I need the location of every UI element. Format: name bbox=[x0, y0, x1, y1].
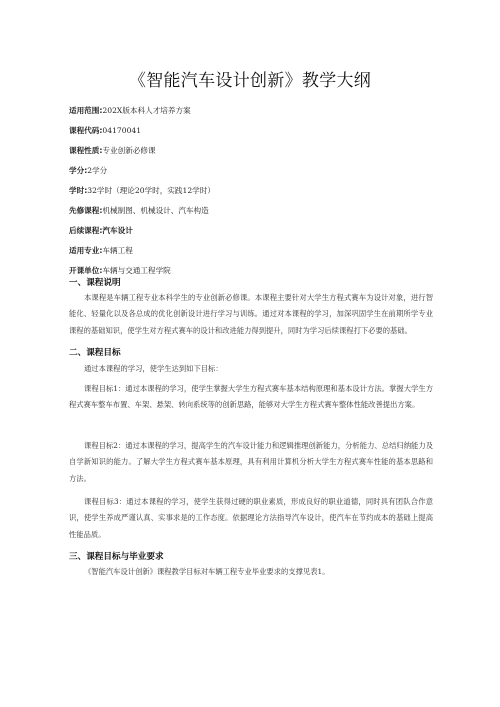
meta-prerequisites bbox=[69, 206, 439, 226]
meta-value: 车辆与交通工程学院 bbox=[102, 266, 171, 275]
meta-value: 机械制图、机械设计、汽车构造 bbox=[102, 206, 209, 215]
meta-label: 开课单位 bbox=[69, 266, 100, 275]
meta-separator: : bbox=[99, 126, 103, 135]
section-heading-description: 一、课程说明 bbox=[69, 278, 121, 288]
paragraph: 《智能汽车设计创新》课程教学目标对车辆工程专业毕业要求的支撑见表1。 bbox=[84, 567, 330, 576]
paragraph: 本课程是车辆工程专业本科学生的专业创新必修课。本课程主要针对大学生方程式赛车为设计对象，进行智能化、轻量化以及各总成的优化创新设计进行学习与训练。通过对本课程的学习，加深巩固学生在前期所学专业课程的基础知识，使学生对方程式赛车的设计和改进能力得到提升，同时为学习后续课程打下必要的基础。 bbox=[69, 293, 433, 335]
meta-label: 适用专业 bbox=[69, 246, 100, 255]
meta-value: 202X版本科人才培养方案 bbox=[102, 106, 191, 115]
meta-label: 课程性质 bbox=[69, 146, 100, 155]
paragraph: 课程目标3：通过本课程的学习，使学生获得过硬的职业素质，形成良好的职业道德，同时具有团队合作意识，使学生养成严谨认真、实事求是的工作态度。依据理论方法指导汽车设计，使汽车在节约成本的基础上提高性能品质。 bbox=[69, 497, 433, 539]
paragraph: 通过本课程的学习，使学生达到如下目标： bbox=[84, 364, 223, 373]
paragraph: 课程目标2：通过本课程的学习，提高学生的汽车设计能力和逻辑推理创新能力，分析能力、总结归纳能力及自学新知识的能力。了解大学生方程式赛车基本原理，具有利用计算机分析大学生方程式赛车性能的基本思路和方法。 bbox=[69, 441, 433, 483]
meta-value: 车辆工程 bbox=[102, 246, 133, 255]
meta-separator: : bbox=[84, 166, 88, 175]
course-meta bbox=[69, 106, 439, 286]
meta-separator: : bbox=[99, 146, 103, 155]
meta-course-code bbox=[69, 126, 439, 146]
meta-separator: : bbox=[84, 186, 88, 195]
meta-label: 先修课程 bbox=[69, 206, 100, 215]
meta-separator: : bbox=[99, 266, 103, 275]
meta-value: 汽车设计 bbox=[102, 226, 133, 235]
meta-hours bbox=[69, 186, 439, 206]
meta-major bbox=[69, 246, 439, 266]
meta-scope bbox=[69, 106, 439, 126]
meta-label: 后续课程 bbox=[69, 226, 100, 235]
paragraph: 课程目标1：通过本课程的学习，使学生掌握大学生方程式赛车基本结构原理和基本设计方法。掌握大学生方程式赛车整车布置、车架、悬架、转向系统等的创新思路，能够对大学生方程式赛车整体性能改善提出方案。 bbox=[69, 384, 433, 410]
document-title: 《智能汽车设计创新》教学大纲 bbox=[128, 71, 372, 91]
meta-label: 学分 bbox=[69, 166, 85, 175]
meta-department bbox=[69, 266, 439, 286]
meta-follow-up bbox=[69, 226, 439, 246]
meta-value: 专业创新必修课 bbox=[102, 146, 156, 155]
meta-label: 适用范围 bbox=[69, 106, 100, 115]
meta-label: 学时 bbox=[69, 186, 85, 195]
section-heading-graduation-requirements: 三、课程目标与毕业要求 bbox=[69, 552, 164, 562]
meta-label: 课程代码 bbox=[69, 126, 100, 135]
meta-separator: : bbox=[99, 246, 103, 255]
meta-separator: : bbox=[99, 106, 103, 115]
meta-value: 04170041 bbox=[102, 126, 142, 135]
meta-course-nature bbox=[69, 146, 439, 166]
meta-value: 2学分 bbox=[87, 166, 108, 175]
meta-separator: : bbox=[99, 206, 103, 215]
meta-separator: : bbox=[99, 226, 103, 235]
meta-value: 32学时（理论20学时，实践12学时） bbox=[87, 186, 215, 195]
meta-credits bbox=[69, 166, 439, 186]
section-heading-objectives: 二、课程目标 bbox=[69, 348, 121, 358]
